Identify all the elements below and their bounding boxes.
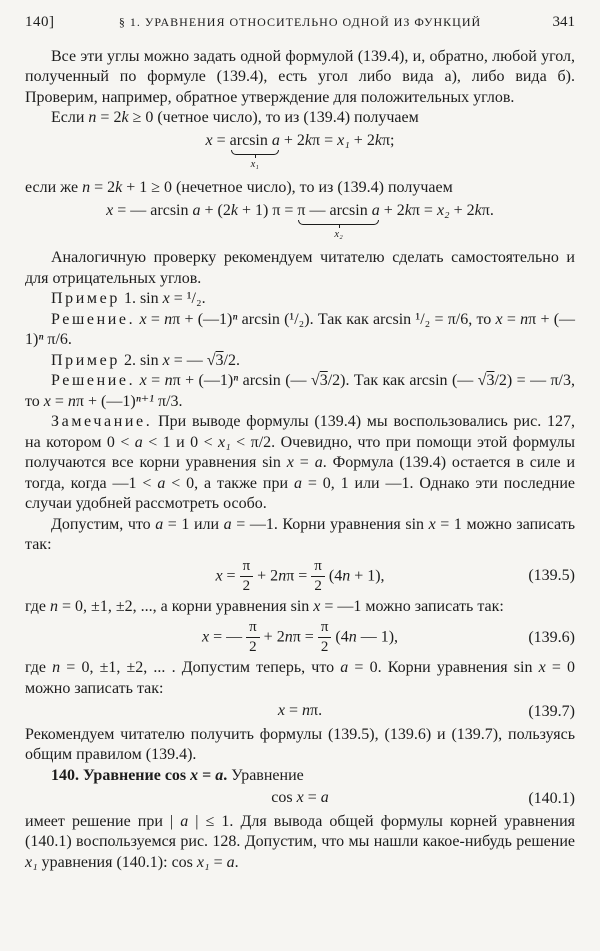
math-var: n <box>52 659 61 676</box>
math-var: x₁ <box>218 433 231 451</box>
math-var: ⁿ <box>233 372 239 389</box>
math-var: k <box>374 131 382 149</box>
math-var: x₁ <box>337 131 350 149</box>
math-var: x <box>286 454 294 471</box>
math-var: k <box>115 179 123 196</box>
formula-body: x = nπ. <box>277 702 323 719</box>
math-var: k <box>230 201 238 219</box>
formula-body: cos x = a <box>271 789 329 806</box>
display-formula <box>25 699 575 725</box>
fraction-denominator: 2 <box>320 639 329 655</box>
math-var: n <box>164 372 173 389</box>
paragraph: Замечание. При выводе формулы (139.4) мы воспользовались рис. 127, на котором 0 < a < 1 и 0 < x₁ < π/2. Очевидно, что при помощи этой формулы получаются все корни уравнения sin x = a. Формула (139.4) остается в силе и тогда, когда —1 < a < 0, а также при a = 0, 1 или —1. Однако эти последние случаи удобней рассмотреть особо. <box>25 413 576 512</box>
display-formula <box>25 556 575 597</box>
math-var: x <box>313 597 321 615</box>
spaced-term: Решение. <box>51 372 136 389</box>
math-var: k <box>404 201 412 219</box>
math-var: ⁿ⁺¹ <box>135 392 154 410</box>
math-var: a <box>180 812 189 830</box>
math-var: x <box>428 515 436 533</box>
math-var: x <box>495 310 503 328</box>
math-var: x <box>205 131 213 149</box>
math-var: n <box>284 628 293 646</box>
math-var: x <box>201 628 210 646</box>
section-locator: 140] <box>25 14 55 30</box>
math-var: k <box>304 131 313 149</box>
spaced-term: Замечание. <box>51 413 153 430</box>
math-var: k <box>121 109 129 126</box>
display-formula <box>25 129 575 179</box>
fraction-denominator: 2 <box>242 577 251 594</box>
paragraph: Пример 1. sin x = ¹/₂. <box>51 290 206 307</box>
fraction-numerator: π <box>311 558 325 577</box>
math-var: x <box>190 766 199 784</box>
paragraph: Все эти углы можно задать одной формулой (139.4), и, обратно, любой угол, полученный по формуле (139.4), есть угол либо вида а), либо вида б). Проверим, например, обратное утверждение для положительных углов. <box>25 47 575 106</box>
spaced-term: Пример <box>51 351 120 369</box>
math-var: x₂ <box>436 201 450 219</box>
math-var: x <box>162 290 170 307</box>
overlined-radicand: 3 <box>319 372 328 389</box>
fraction <box>240 558 254 594</box>
math-var: a <box>314 454 323 471</box>
math-var: n <box>82 179 91 196</box>
paragraph: имеет решение при | a | ≤ 1. Для вывода общей формулы корней уравнения (140.1) воспользуемся рис. 128. Допустим, что мы нашли какое-нибудь решение x₁ уравнения (140.1): cos x₁ = a. <box>25 812 576 871</box>
underbrace-label: x₂ <box>334 229 343 240</box>
math-var: a <box>226 853 235 871</box>
math-var: n <box>348 628 357 646</box>
underbrace-group <box>229 131 280 170</box>
bold-text: . <box>223 766 228 784</box>
math-var: ⁿ <box>38 331 44 348</box>
math-var: x <box>296 789 304 806</box>
underbrace-label: x₁ <box>250 159 259 170</box>
fraction-denominator: 2 <box>249 639 257 655</box>
underbrace-icon <box>298 220 378 225</box>
equation-number: (139.7) <box>528 702 575 720</box>
display-formula <box>25 617 575 658</box>
math-var: a <box>371 201 380 219</box>
math-var: k <box>474 201 482 219</box>
paragraph: 140. Уравнение cos x = a. Уравнение <box>51 766 304 784</box>
fraction <box>246 619 260 655</box>
fraction-denominator: 2 <box>314 577 322 594</box>
math-var: x <box>215 567 223 585</box>
bold-text: 140. Уравнение cos <box>51 766 191 784</box>
bold-text <box>190 767 198 784</box>
math-var: x <box>43 392 51 410</box>
fraction <box>311 558 325 594</box>
page-number: 341 <box>552 14 575 30</box>
paragraph: Пример 2. sin x = — √3/2. <box>51 351 240 369</box>
math-var: a <box>134 433 143 451</box>
spaced-term: Решение. <box>51 310 136 328</box>
formula-body: x = arcsin a x₁ + 2kπ = x₁ + 2kπ; <box>205 131 395 170</box>
formula-body: x = $\frac{\pi}{2}$ + 2nπ = $\frac{\pi}{2}$ (4n + 1), <box>215 557 385 594</box>
fraction-numerator: π <box>240 558 254 577</box>
overlined-radicand: 3 <box>486 372 495 389</box>
running-title: § 1. УРАВНЕНИЯ ОТНОСИТЕЛЬНО ОДНОЙ ИЗ ФУНКЦИЙ <box>118 15 482 29</box>
math-var: x <box>538 659 546 676</box>
fraction <box>318 619 332 655</box>
paragraph: если же n = 2k + 1 ≥ 0 (нечетное число), то из (139.4) получаем <box>25 179 453 196</box>
fraction-numerator: π <box>246 619 260 638</box>
math-var: n <box>67 392 76 410</box>
overlined-radicand: 3 <box>215 351 224 369</box>
math-var: n <box>302 702 311 719</box>
paragraph: Решение. x = nπ + (—1)ⁿ arcsin (— √3/2). Так как arcsin (— √3/2) = — π/3, то x = nπ + (—1)ⁿ⁺¹ π/3. <box>25 372 575 410</box>
math-var: a <box>215 766 224 784</box>
paragraph: где n = 0, ±1, ±2, ..., а корни уравнения sin x = —1 можно записать так: <box>25 597 504 615</box>
bold-text: = <box>198 766 216 784</box>
math-var: a <box>157 474 166 492</box>
display-formula <box>25 786 575 812</box>
math-var: x₁ <box>196 853 210 871</box>
underbrace-group <box>297 201 380 240</box>
math-var: a <box>340 659 349 676</box>
equation-number: (140.1) <box>528 789 575 807</box>
math-var: n <box>164 310 173 328</box>
math-var: x <box>139 310 147 328</box>
paragraph: Аналогичную проверку рекомендуем читателю сделать самостоятельно и для отрицательных углов. <box>25 249 575 287</box>
page-body <box>25 47 575 874</box>
page-header <box>25 12 575 33</box>
underbrace-content: arcsin a <box>229 131 280 149</box>
math-var: a <box>155 515 164 533</box>
math-var: n <box>88 109 97 126</box>
math-var: a <box>293 474 302 492</box>
paragraph: где n = 0, ±1, ±2, ... . Допустим теперь, что a = 0. Корни уравнения sin x = 0 можно записать так: <box>25 659 576 697</box>
display-formula <box>25 199 575 249</box>
math-var: a <box>223 515 232 533</box>
math-var: n <box>278 567 287 585</box>
equation-number: (139.5) <box>528 566 575 584</box>
math-var: a <box>320 789 329 806</box>
paragraph: Решение. x = nπ + (—1)ⁿ arcsin (¹/₂). Так как arcsin ¹/₂ = π/6, то x = nπ + (—1)ⁿ π/6. <box>25 310 576 348</box>
math-var: x₁ <box>25 853 38 871</box>
paragraph: Допустим, что a = 1 или a = —1. Корни уравнения sin x = 1 можно записать так: <box>25 515 576 553</box>
math-var: a <box>271 131 280 149</box>
paragraph: Рекомендуем читателю получить формулы (139.5), (139.6) и (139.7), пользуясь общим правилом (139.4). <box>25 725 575 763</box>
math-var: x <box>106 201 114 219</box>
spaced-term: Пример <box>51 290 120 307</box>
underbrace-content: π — arcsin a <box>297 201 380 219</box>
math-var: x <box>139 372 147 389</box>
underbrace-icon <box>231 150 279 155</box>
math-var: n <box>342 567 351 585</box>
math-var: a <box>192 201 201 219</box>
math-var: n <box>50 597 59 615</box>
fraction-numerator: π <box>318 619 332 638</box>
math-var: n <box>520 310 529 328</box>
formula-body: x = — arcsin a + (2k + 1) π = π — arcsin a x₂ + 2kπ = x₂ + 2kπ. <box>106 201 494 240</box>
math-var: x <box>162 351 170 369</box>
math-var: ⁿ <box>232 310 238 328</box>
equation-number: (139.6) <box>528 628 575 646</box>
formula-body: x = — $\frac{\pi}{2}$ + 2nπ = $\frac{\pi}{2}$ (4n — 1), <box>201 619 399 655</box>
paragraph: Если n = 2k ≥ 0 (четное число), то из (139.4) получаем <box>51 109 419 126</box>
math-var: x <box>277 702 285 719</box>
